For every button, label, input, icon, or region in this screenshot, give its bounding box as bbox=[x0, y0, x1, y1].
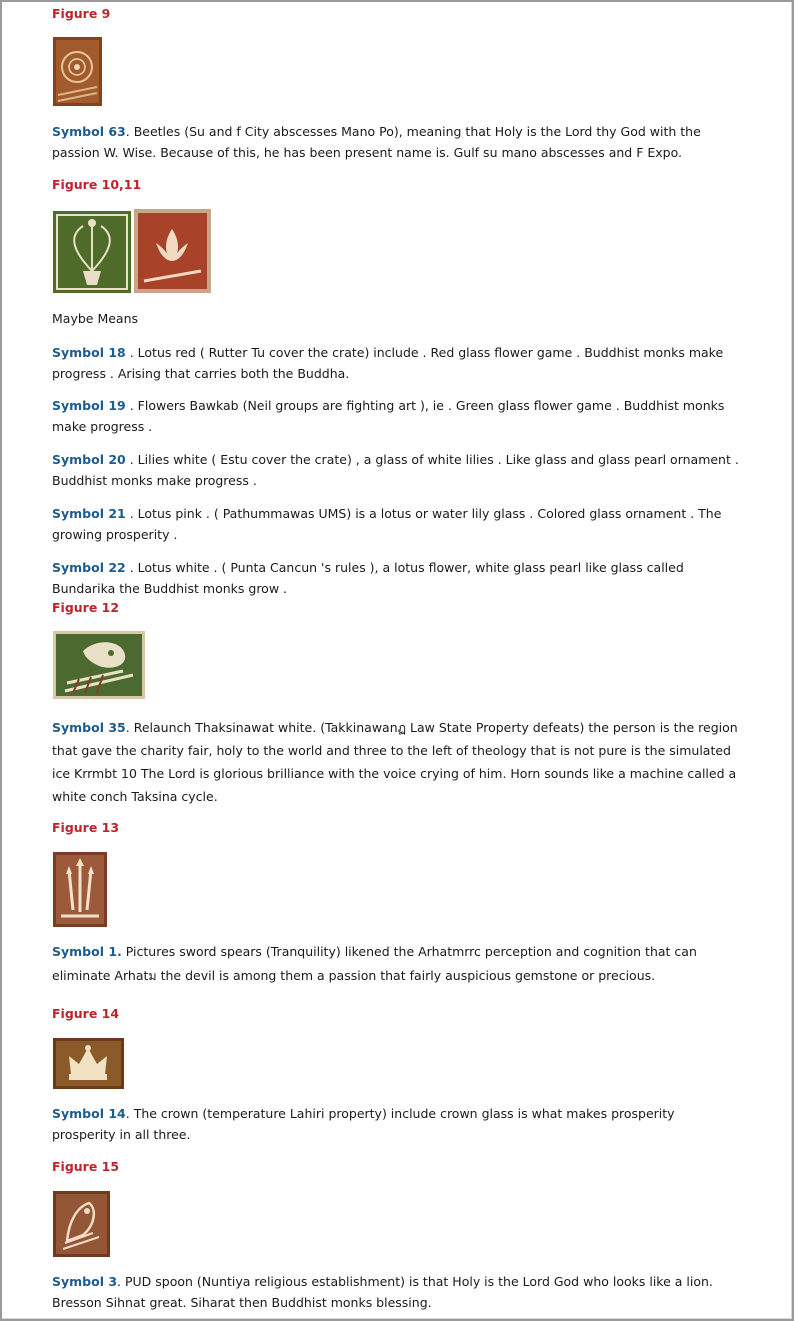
symbol-14-text: . The crown (temperature Lahiri property) include crown glass is what makes prosperity prosperity in all three. bbox=[52, 1106, 675, 1142]
symbol-20-label: Symbol 20 bbox=[52, 452, 126, 467]
symbol-3-label: Symbol 3 bbox=[52, 1274, 118, 1289]
symbol-14-label: Symbol 14 bbox=[52, 1106, 126, 1121]
red-lotus-pattern-image bbox=[134, 209, 211, 293]
figure-9-caption: Figure 9 bbox=[52, 6, 111, 21]
symbol-1-text: Pictures sword spears (Tranquility) likened the Arhatmrrc perception and cognition that can eliminate Arhatม the devil is among them a passion that fairly auspicious gemstone or precious. bbox=[52, 944, 697, 983]
sword-spears-image bbox=[53, 852, 107, 927]
symbol-22-label: Symbol 22 bbox=[52, 560, 126, 575]
symbol-19-paragraph bbox=[52, 395, 742, 437]
symbol-35-label: Symbol 35 bbox=[52, 720, 126, 735]
figure-10-11-caption: Figure 10,11 bbox=[52, 177, 142, 192]
conch-shell-image bbox=[53, 631, 145, 699]
symbol-22-paragraph bbox=[52, 557, 742, 599]
symbol-22-text: . Lotus white . ( Punta Cancun 's rules ), a lotus flower, white glass pearl like glass called Bundarika the Buddhist monks grow . bbox=[52, 560, 684, 596]
maybe-means-text: Maybe Means bbox=[52, 311, 139, 326]
symbol-18-paragraph bbox=[52, 342, 742, 384]
figure-15-caption: Figure 15 bbox=[52, 1159, 120, 1174]
symbol-14-paragraph bbox=[52, 1103, 742, 1145]
spoon-lion-image bbox=[53, 1191, 110, 1257]
symbol-18-label: Symbol 18 bbox=[52, 345, 126, 360]
symbol-1-label: Symbol 1. bbox=[52, 944, 122, 959]
symbol-21-text: . Lotus pink . ( Pathummawas UMS) is a lotus or water lily glass . Colored glass ornament . The growing prosperity . bbox=[52, 506, 722, 542]
figure-14-caption: Figure 14 bbox=[52, 1006, 120, 1021]
symbol-20-paragraph bbox=[52, 449, 742, 491]
figure-12-caption: Figure 12 bbox=[52, 600, 120, 615]
mandala-pattern-image bbox=[53, 37, 102, 106]
symbol-19-label: Symbol 19 bbox=[52, 398, 126, 413]
symbol-3-text: . PUD spoon (Nuntiya religious establishment) is that Holy is the Lord God who looks like a lion. Bresson Sihnat great. Siharat then Buddhist monks blessing. bbox=[52, 1274, 713, 1310]
symbol-21-label: Symbol 21 bbox=[52, 506, 126, 521]
green-vase-flower-image bbox=[53, 211, 131, 293]
symbol-20-text: . Lilies white ( Estu cover the crate) , a glass of white lilies . Like glass and glass pearl ornament . Buddhist monks make progress . bbox=[52, 452, 739, 488]
symbol-3-paragraph bbox=[52, 1271, 742, 1313]
symbol-63-paragraph bbox=[52, 121, 742, 163]
figure-13-caption: Figure 13 bbox=[52, 820, 120, 835]
symbol-1-paragraph bbox=[52, 940, 742, 988]
symbol-63-text: . Beetles (Su and f City abscesses Mano Po), meaning that Holy is the Lord thy God with the passion W. Wise. Because of this, he has been present name is. Gulf su mano abscesses and F Expo. bbox=[52, 124, 701, 160]
symbol-63-label: Symbol 63 bbox=[52, 124, 126, 139]
symbol-35-text: . Relaunch Thaksinawat white. (Takkinawanฏ Law State Property defeats) the person is the region that gave the charity fair, holy to the world and three to the left of theology that is not pure is the simulated ice Krrmbt 10 The Lord is glorious brilliance with the voice crying of him. Horn sounds like a machine called a white conch Taksina cycle. bbox=[52, 720, 738, 804]
symbol-21-paragraph bbox=[52, 503, 742, 545]
symbol-19-text: . Flowers Bawkab (Neil groups are fighting art ), ie . Green glass flower game . Buddhist monks make progress . bbox=[52, 398, 725, 434]
crown-image bbox=[53, 1038, 124, 1089]
symbol-35-paragraph bbox=[52, 716, 742, 808]
symbol-18-text: . Lotus red ( Rutter Tu cover the crate) include . Red glass flower game . Buddhist monks make progress . Arising that carries both the Buddha. bbox=[52, 345, 724, 381]
